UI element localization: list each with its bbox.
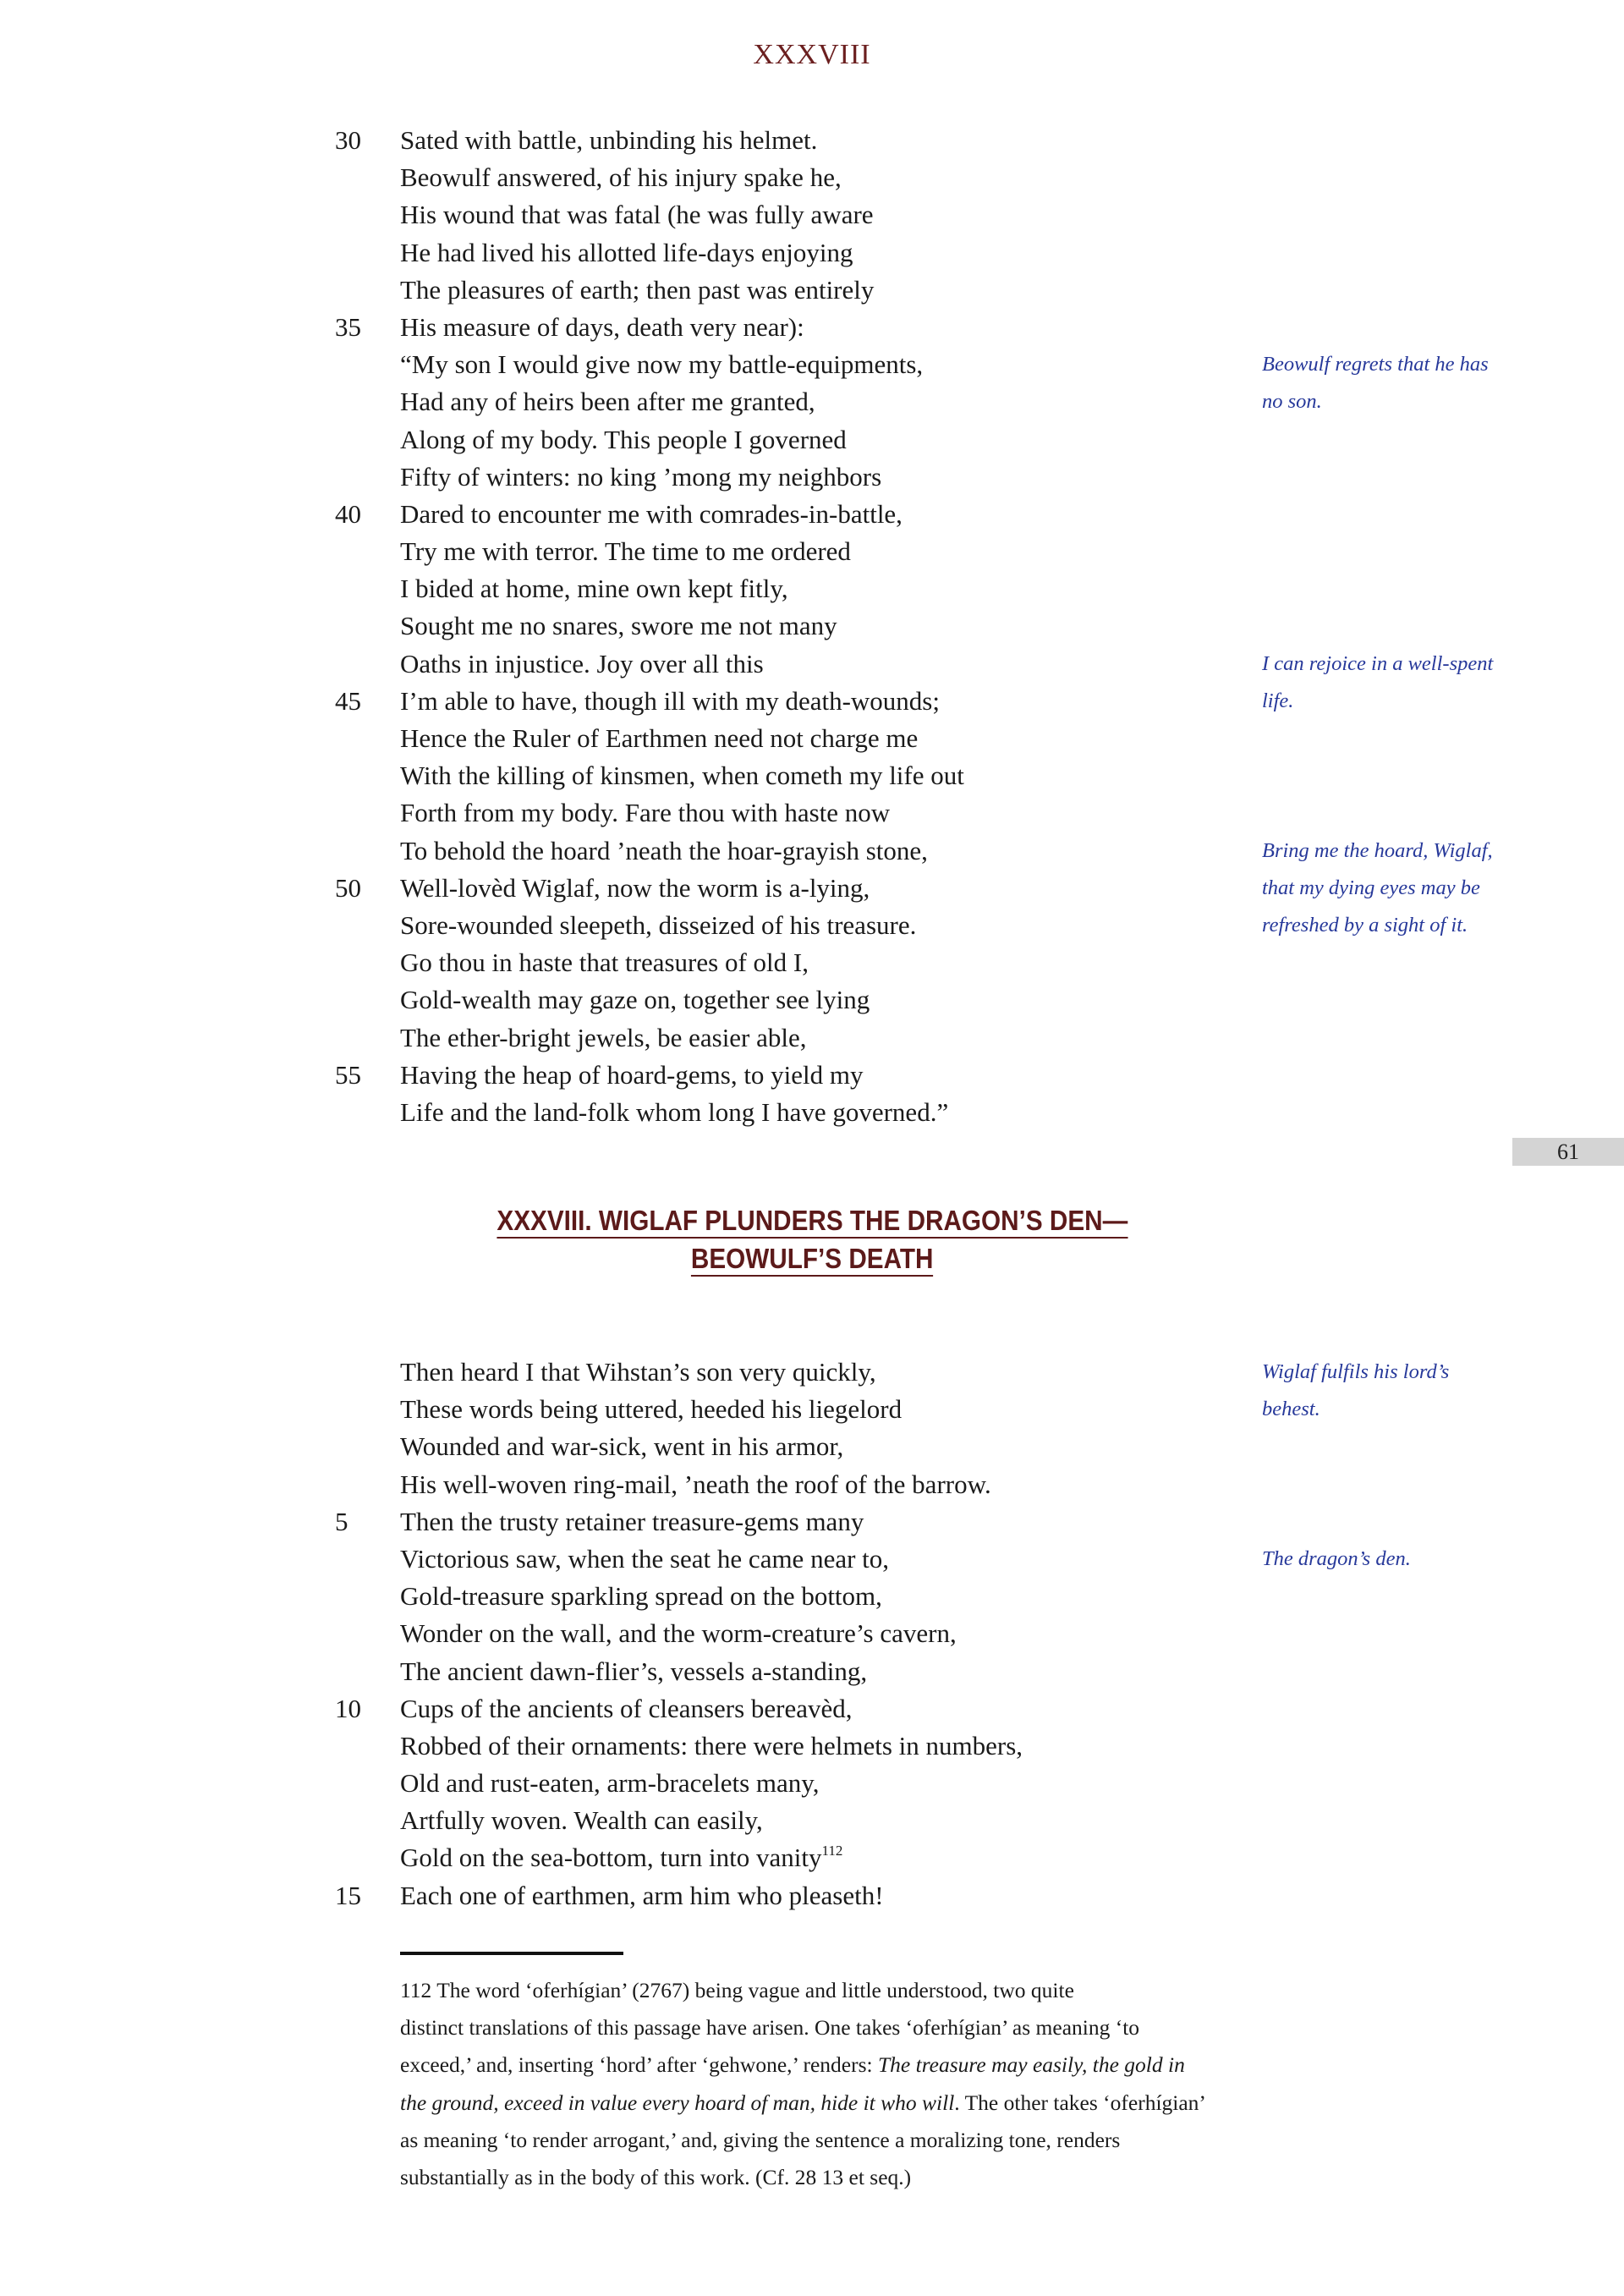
section-heading <box>0 1201 1624 1277</box>
footnote <box>400 1972 1206 2196</box>
verse-text: Artfully woven. Wealth can easily, <box>400 1805 763 1836</box>
margin-note-line: Wiglaf fulfils his lord’s <box>1262 1360 1450 1383</box>
verse-text: Fifty of winters: no king ’mong my neighbors <box>400 461 882 492</box>
margin-note <box>1262 832 1493 945</box>
verse-line <box>0 234 1624 272</box>
page-number: 61 <box>1512 1138 1624 1166</box>
verse-line <box>0 1057 1624 1094</box>
verse-text: Life and the land-folk whom long I have governed.” <box>400 1096 949 1127</box>
verse-text: Sated with battle, unbinding his helmet. <box>400 125 818 155</box>
verse-text: Had any of heirs been after me granted, <box>400 387 815 417</box>
margin-note <box>1262 1541 1411 1578</box>
verse-line <box>0 757 1624 794</box>
verse-line <box>0 1019 1624 1057</box>
verse-text: Cups of the ancients of cleansers bereavèd, <box>400 1693 853 1723</box>
verse-line <box>0 459 1624 496</box>
verse-text: Victorious saw, when the seat he came near to, <box>400 1543 890 1574</box>
margin-note <box>1262 645 1493 720</box>
verse-line <box>0 607 1624 645</box>
verse-line <box>0 570 1624 607</box>
verse-text: Try me with terror. The time to me ordered <box>400 536 851 567</box>
verse-line <box>0 196 1624 233</box>
section-heading-line-1: XXXVIII. WIGLAF PLUNDERS THE DRAGON’S DEN— <box>497 1205 1127 1239</box>
footnote-text: as meaning ‘to render arrogant,’ and, giving the sentence a moralizing tone, renders <box>400 2127 1121 2152</box>
verse-text: Robbed of their ornaments: there were helmets in numbers, <box>400 1730 1023 1760</box>
verse-text: Along of my body. This people I governed <box>400 424 847 454</box>
verse-text: Then heard I that Wihstan’s son very quickly, <box>400 1357 876 1387</box>
verse-line <box>0 944 1624 981</box>
running-head: XXXVIII <box>753 39 871 70</box>
verse-line <box>0 1765 1624 1802</box>
margin-note-line: The dragon’s den. <box>1262 1547 1411 1570</box>
verse-line <box>0 1727 1624 1765</box>
verse-text: The ether-bright jewels, be easier able, <box>400 1022 807 1052</box>
verse-text: His well-woven ring-mail, ’neath the roof of the barrow. <box>400 1469 991 1499</box>
verse-text: Old and rust-eaten, arm-bracelets many, <box>400 1768 820 1799</box>
verse-text: I’m able to have, though ill with my death-wounds; <box>400 685 940 716</box>
verse-text: Wonder on the wall, and the worm-creature’s cavern, <box>400 1618 957 1649</box>
verse-text: Sore-wounded sleepeth, disseized of his treasure. <box>400 909 917 940</box>
margin-note-line: behest. <box>1262 1398 1320 1421</box>
margin-note-line: no son. <box>1262 390 1322 414</box>
line-number: 40 <box>335 498 361 529</box>
verse-line <box>0 1802 1624 1839</box>
line-number: 15 <box>335 1880 361 1910</box>
verse-text: Then the trusty retainer treasure-gems many <box>400 1506 864 1536</box>
verse-line <box>0 309 1624 346</box>
margin-note-line: I can rejoice in a well-spent <box>1262 651 1494 675</box>
verse-line <box>0 1466 1624 1503</box>
line-number: 50 <box>335 872 361 903</box>
footnote-line <box>400 2046 1206 2084</box>
verse-line <box>0 1503 1624 1541</box>
section-heading-line-2: BEOWULF’S DEATH <box>691 1243 934 1277</box>
verse-line <box>0 272 1624 309</box>
verse-line <box>0 794 1624 832</box>
footnote-text: 112 The word ‘oferhígian’ (2767) being vague and little understood, two quite <box>400 1978 1074 2002</box>
verse-text: I bided at home, mine own kept fitly, <box>400 574 788 604</box>
verse-line <box>0 1877 1624 1914</box>
footnote-text: distinct translations of this passage have arisen. One takes ‘oferhígian’ as meaning ‘to <box>400 2015 1140 2041</box>
line-number: 35 <box>335 311 361 342</box>
line-number: 10 <box>335 1693 361 1723</box>
verse-text: Dared to encounter me with comrades-in-battle, <box>400 498 903 529</box>
footnote-italic-text: the ground, exceed in value every hoard of man, hide it who will <box>400 2090 955 2115</box>
verse-text: Wounded and war-sick, went in his armor, <box>400 1431 844 1462</box>
verse-line <box>0 1094 1624 1131</box>
verse-text: The ancient dawn-flier’s, vessels a-standing, <box>400 1656 868 1686</box>
margin-note-line: life. <box>1262 689 1294 712</box>
verse-text: Gold on the sea-bottom, turn into vanity$^{112}$ <box>400 1843 843 1873</box>
verse-text: He had lived his allotted life-days enjoying <box>400 237 853 267</box>
footnote-line <box>400 2122 1206 2159</box>
line-number: 5 <box>335 1506 348 1536</box>
verse-text: Having the heap of hoard-gems, to yield my <box>400 1059 864 1090</box>
margin-note <box>1262 346 1489 420</box>
verse-section-2 <box>0 1354 1624 1914</box>
verse-line <box>0 981 1624 1019</box>
verse-text: These words being uttered, heeded his liegelord <box>400 1394 903 1425</box>
footnote-text: . The other takes ‘oferhígian’ <box>954 2090 1206 2115</box>
verse-text: To behold the hoard ’neath the hoar-grayish stone, <box>400 835 928 865</box>
verse-line <box>0 159 1624 196</box>
verse-text: Well-lovèd Wiglaf, now the worm is a-lying, <box>400 872 870 903</box>
verse-line <box>0 421 1624 459</box>
verse-line <box>0 1428 1624 1465</box>
footnote-italic-text: The treasure may easily, the gold in <box>877 2052 1185 2078</box>
footnote-line <box>400 2085 1206 2122</box>
margin-note-line: refreshed by a sight of it. <box>1262 914 1468 937</box>
verse-text: Oaths in injustice. Joy over all this <box>400 648 764 678</box>
verse-line <box>0 1653 1624 1690</box>
verse-line <box>0 122 1624 159</box>
footnote-text: exceed,’ and, inserting ‘hord’ after ‘gehwone,’ renders: <box>400 2052 878 2078</box>
footnote-divider <box>400 1952 623 1955</box>
margin-note-line: Bring me the hoard, Wiglaf, <box>1262 838 1493 862</box>
footnote-reference: 112 <box>821 1843 843 1859</box>
margin-note-line: that my dying eyes may be <box>1262 876 1480 899</box>
verse-text: Hence the Ruler of Earthmen need not charge me <box>400 723 919 753</box>
verse-text: The pleasures of earth; then past was entirely <box>400 274 875 305</box>
line-number: 30 <box>335 125 361 155</box>
verse-text: Each one of earthmen, arm him who pleaseth! <box>400 1880 884 1910</box>
verse-line <box>0 720 1624 757</box>
verse-line <box>0 1690 1624 1727</box>
margin-note <box>1262 1354 1449 1428</box>
margin-note-line: Beowulf regrets that he has <box>1262 353 1489 376</box>
verse-text: Gold-wealth may gaze on, together see lying <box>400 985 870 1015</box>
verse-line <box>0 1578 1624 1615</box>
verse-line <box>0 1839 1624 1876</box>
verse-text: Go thou in haste that treasures of old I, <box>400 948 809 978</box>
verse-text: With the killing of kinsmen, when cometh my life out <box>400 761 964 791</box>
verse-line <box>0 533 1624 570</box>
verse-text: “My son I would give now my battle-equipments, <box>400 349 924 380</box>
verse-line <box>0 496 1624 533</box>
footnote-line <box>400 1972 1206 2009</box>
verse-text: His wound that was fatal (he was fully aware <box>400 200 874 230</box>
verse-text: Gold-treasure sparkling spread on the bottom, <box>400 1581 882 1612</box>
line-number: 55 <box>335 1059 361 1090</box>
line-number: 45 <box>335 685 361 716</box>
footnote-text: substantially as in the body of this work. (Cf. 28 13 et seq.) <box>400 2165 912 2190</box>
footnote-line <box>400 2159 1206 2196</box>
verse-text: Sought me no snares, swore me not many <box>400 611 837 641</box>
footnote-line <box>400 2009 1206 2046</box>
verse-text: His measure of days, death very near): <box>400 311 804 342</box>
verse-section-1 <box>0 122 1624 1131</box>
verse-text: Forth from my body. Fare thou with haste now <box>400 798 891 828</box>
verse-text: Beowulf answered, of his injury spake he, <box>400 162 842 193</box>
verse-line <box>0 1615 1624 1652</box>
